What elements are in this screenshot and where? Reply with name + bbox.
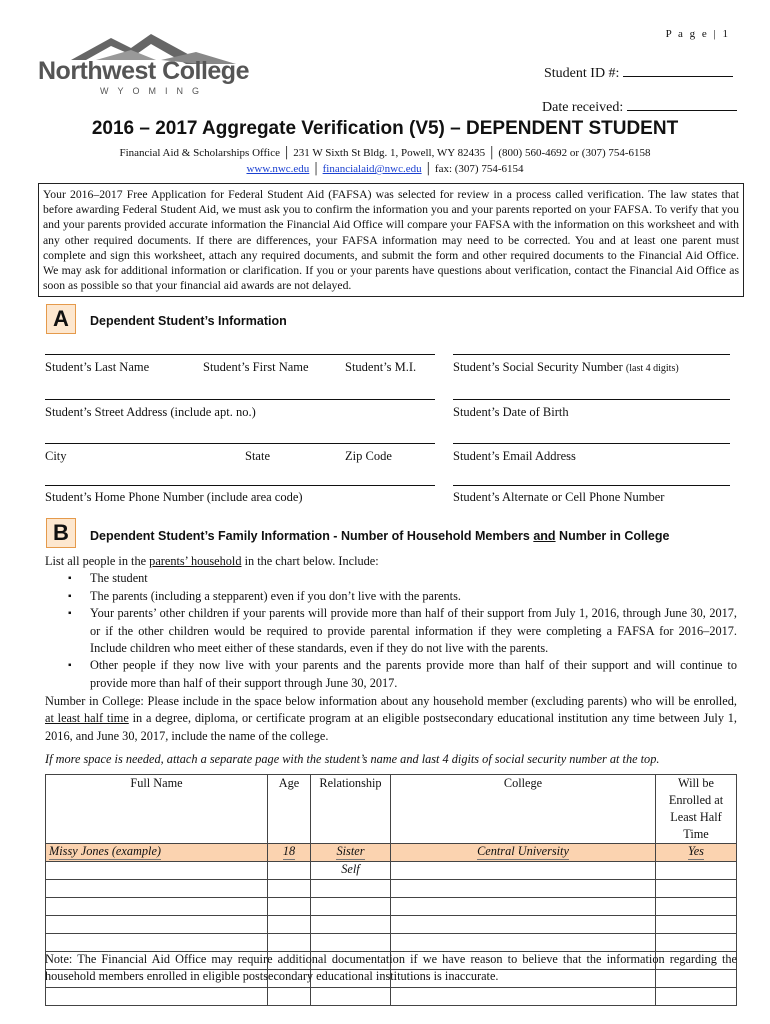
email-line[interactable]	[453, 443, 730, 444]
list-intro-underlined: parents’ household	[149, 554, 242, 568]
cell-full-name[interactable]	[46, 862, 268, 880]
cell-college[interactable]	[391, 934, 656, 952]
email-label: Student’s Email Address	[453, 449, 576, 463]
cell-full-name[interactable]	[46, 934, 268, 952]
contact-line-1	[0, 147, 770, 159]
college-para-text: Number in College: Please include in the space below information about any household member (excluding parents) who will be enrolled,	[45, 694, 737, 708]
header-college: College	[391, 775, 656, 844]
cell-enrolled[interactable]	[656, 916, 737, 934]
table-row[interactable]	[46, 934, 737, 952]
table-row[interactable]	[46, 898, 737, 916]
dob-line[interactable]	[453, 399, 730, 400]
alt-phone-line[interactable]	[453, 485, 730, 486]
cell-college[interactable]	[391, 862, 656, 880]
list-intro-text-end: in the chart below. Include:	[241, 554, 379, 568]
cell-college[interactable]	[391, 898, 656, 916]
state-label: State	[245, 449, 270, 463]
list-item: ▪ The parents (including a stepparent) even if you don’t live with the parents.	[90, 588, 737, 605]
example-enrolled-text: Yes	[688, 844, 704, 858]
cell-relationship[interactable]	[311, 898, 391, 916]
table-row-example	[46, 844, 737, 862]
section-b-title-and: and	[533, 529, 556, 543]
include-list	[45, 570, 737, 692]
cell-relationship[interactable]	[311, 934, 391, 952]
student-id-label: Student ID #:	[544, 66, 620, 81]
cell-relationship-self: Self	[311, 862, 391, 880]
office-fax: fax: (307) 754-6154	[434, 163, 524, 175]
section-a-title: Dependent Student’s Information	[90, 314, 287, 328]
cell-full-name[interactable]	[46, 898, 268, 916]
home-phone-line[interactable]	[45, 485, 435, 486]
header-age: Age	[268, 775, 311, 844]
header-enrolled: Will be Enrolled at Least Half Time	[656, 775, 737, 844]
office-name: Financial Aid & Scholarships Office	[119, 147, 280, 159]
college-logo-state: WYOMING	[100, 86, 208, 96]
student-id-field[interactable]	[544, 62, 733, 82]
example-age	[268, 844, 311, 862]
email-link[interactable]: financialaid@nwc.edu	[322, 163, 422, 175]
example-name-text: Missy Jones (example)	[49, 844, 161, 858]
number-in-college-paragraph	[45, 693, 737, 745]
section-a-badge: A	[46, 304, 76, 334]
cell-age[interactable]	[268, 988, 311, 1006]
cell-relationship[interactable]	[311, 880, 391, 898]
example-college	[391, 844, 656, 862]
cell-enrolled[interactable]	[656, 862, 737, 880]
household-instructions	[45, 553, 737, 692]
cell-age[interactable]	[268, 862, 311, 880]
date-received-line[interactable]	[627, 96, 737, 111]
ssn-line[interactable]	[453, 354, 730, 355]
cell-full-name[interactable]	[46, 916, 268, 934]
mi-label: Student’s M.I.	[345, 360, 417, 374]
table-row[interactable]	[46, 988, 737, 1006]
dob-label: Student’s Date of Birth	[453, 405, 569, 419]
table-row[interactable]	[46, 916, 737, 934]
footer-note: Note: The Financial Aid Office may require additional documentation if we have reason to believe that the information regarding the household members enrolled in eligible postsecondary educational institutions is inaccurate.	[45, 952, 737, 983]
cell-full-name[interactable]	[46, 880, 268, 898]
college-para-text-end: in a degree, diploma, or certificate program at an eligible postsecondary educational institution any time between July 1, 2016, and June 30, 2017, include the name of the college.	[45, 711, 737, 743]
section-b-badge: B	[46, 518, 76, 548]
ssn-label-text: Student’s Social Security Number	[453, 360, 623, 374]
ssn-label	[453, 360, 679, 375]
list-item: ▪ Your parents’ other children if your parents will provide more than half of their support from July 1, 2016, through June 30, 2017, or if the other children would be required to provide parental information if they were completing a FAFSA for 2016–2017. Include children who meet either of these standards, even if they do not live with the parents.	[90, 605, 737, 657]
example-age-text: 18	[282, 844, 296, 858]
header-relationship: Relationship	[311, 775, 391, 844]
contact-line-2	[0, 163, 770, 175]
college-logo-name: Northwest College	[38, 57, 249, 85]
city-label: City	[45, 449, 67, 463]
list-item: ▪ The student	[90, 570, 737, 587]
cell-age[interactable]	[268, 934, 311, 952]
separator: │	[282, 147, 294, 159]
name-line[interactable]	[45, 354, 435, 355]
office-phone: (800) 560-4692 or (307) 754-6158	[498, 147, 651, 159]
date-received-field[interactable]	[542, 96, 737, 116]
cell-relationship[interactable]	[311, 988, 391, 1006]
cell-college[interactable]	[391, 988, 656, 1006]
extra-space-note: If more space is needed, attach a separate page with the student’s name and last 4 digits of social security number at the top.	[45, 752, 660, 766]
date-received-label: Date received:	[542, 100, 624, 115]
cell-enrolled[interactable]	[656, 898, 737, 916]
separator: │	[424, 163, 435, 175]
street-label: Student’s Street Address (include apt. no.)	[45, 405, 256, 419]
separator: │	[312, 163, 323, 175]
street-line[interactable]	[45, 399, 435, 400]
section-b-title	[90, 529, 669, 543]
cell-age[interactable]	[268, 898, 311, 916]
header-full-name: Full Name	[46, 775, 268, 844]
example-relationship-text: Sister	[336, 844, 365, 858]
cell-full-name[interactable]	[46, 988, 268, 1006]
city-line[interactable]	[45, 443, 435, 444]
alt-phone-label: Student’s Alternate or Cell Phone Number	[453, 490, 665, 504]
college-para-underlined: at least half time	[45, 711, 129, 726]
list-intro	[45, 553, 737, 570]
separator: │	[487, 147, 499, 159]
website-link[interactable]: www.nwc.edu	[246, 163, 310, 175]
office-address: 231 W Sixth St Bldg. 1, Powell, WY 82435	[293, 147, 486, 159]
example-enrolled	[656, 844, 737, 862]
form-title: 2016 – 2017 Aggregate Verification (V5) – DEPENDENT STUDENT	[91, 118, 679, 139]
example-relationship	[311, 844, 391, 862]
table-row[interactable]	[46, 880, 737, 898]
first-name-label: Student’s First Name	[203, 360, 309, 374]
table-row[interactable]	[46, 862, 737, 880]
intro-paragraph: Your 2016–2017 Free Application for Federal Student Aid (FAFSA) was selected for review in a process called verification. The law states that before awarding Federal Student Aid, we must ask you to confirm the information you and your parents reported on your FAFSA. To verify that you and your parents provided accurate information the Financial Aid Office will compare your FAFSA with the information on this worksheet and with any other required documents. If there are differences, your FAFSA information may need to be corrected. You and at least one parent must complete and sign this worksheet, attach any required documents, and submit the form and other required documents to the Financial Aid Office. We may ask for additional information or clarification. If you or your parents have questions about verification, contact the Financial Aid Office as soon as possible so that your financial aid awards are not delayed.	[38, 183, 744, 297]
cell-relationship[interactable]	[311, 916, 391, 934]
cell-age[interactable]	[268, 880, 311, 898]
page-number: P a g e | 1	[665, 28, 730, 40]
section-b-title-part1: Dependent Student’s Family Information - Number of Household Members	[90, 529, 534, 543]
example-name	[46, 844, 268, 862]
table-header-row	[46, 775, 737, 844]
example-college-text: Central University	[477, 844, 569, 858]
section-b-title-part2: Number in College	[555, 529, 670, 543]
cell-enrolled[interactable]	[656, 934, 737, 952]
cell-enrolled[interactable]	[656, 880, 737, 898]
cell-college[interactable]	[391, 880, 656, 898]
ssn-label-note: (last 4 digits)	[625, 363, 679, 374]
list-intro-text: List all people in the	[45, 554, 150, 568]
home-phone-label: Student’s Home Phone Number (include area code)	[45, 490, 303, 504]
student-id-line[interactable]	[623, 62, 733, 77]
cell-college[interactable]	[391, 916, 656, 934]
cell-enrolled[interactable]	[656, 988, 737, 1006]
last-name-label: Student’s Last Name	[45, 360, 150, 374]
list-item: ▪ Other people if they now live with your parents and the parents provide more than half of their support and will continue to provide more than half of their support through June 30, 2017.	[90, 657, 737, 692]
cell-age[interactable]	[268, 916, 311, 934]
zip-label: Zip Code	[345, 449, 392, 463]
